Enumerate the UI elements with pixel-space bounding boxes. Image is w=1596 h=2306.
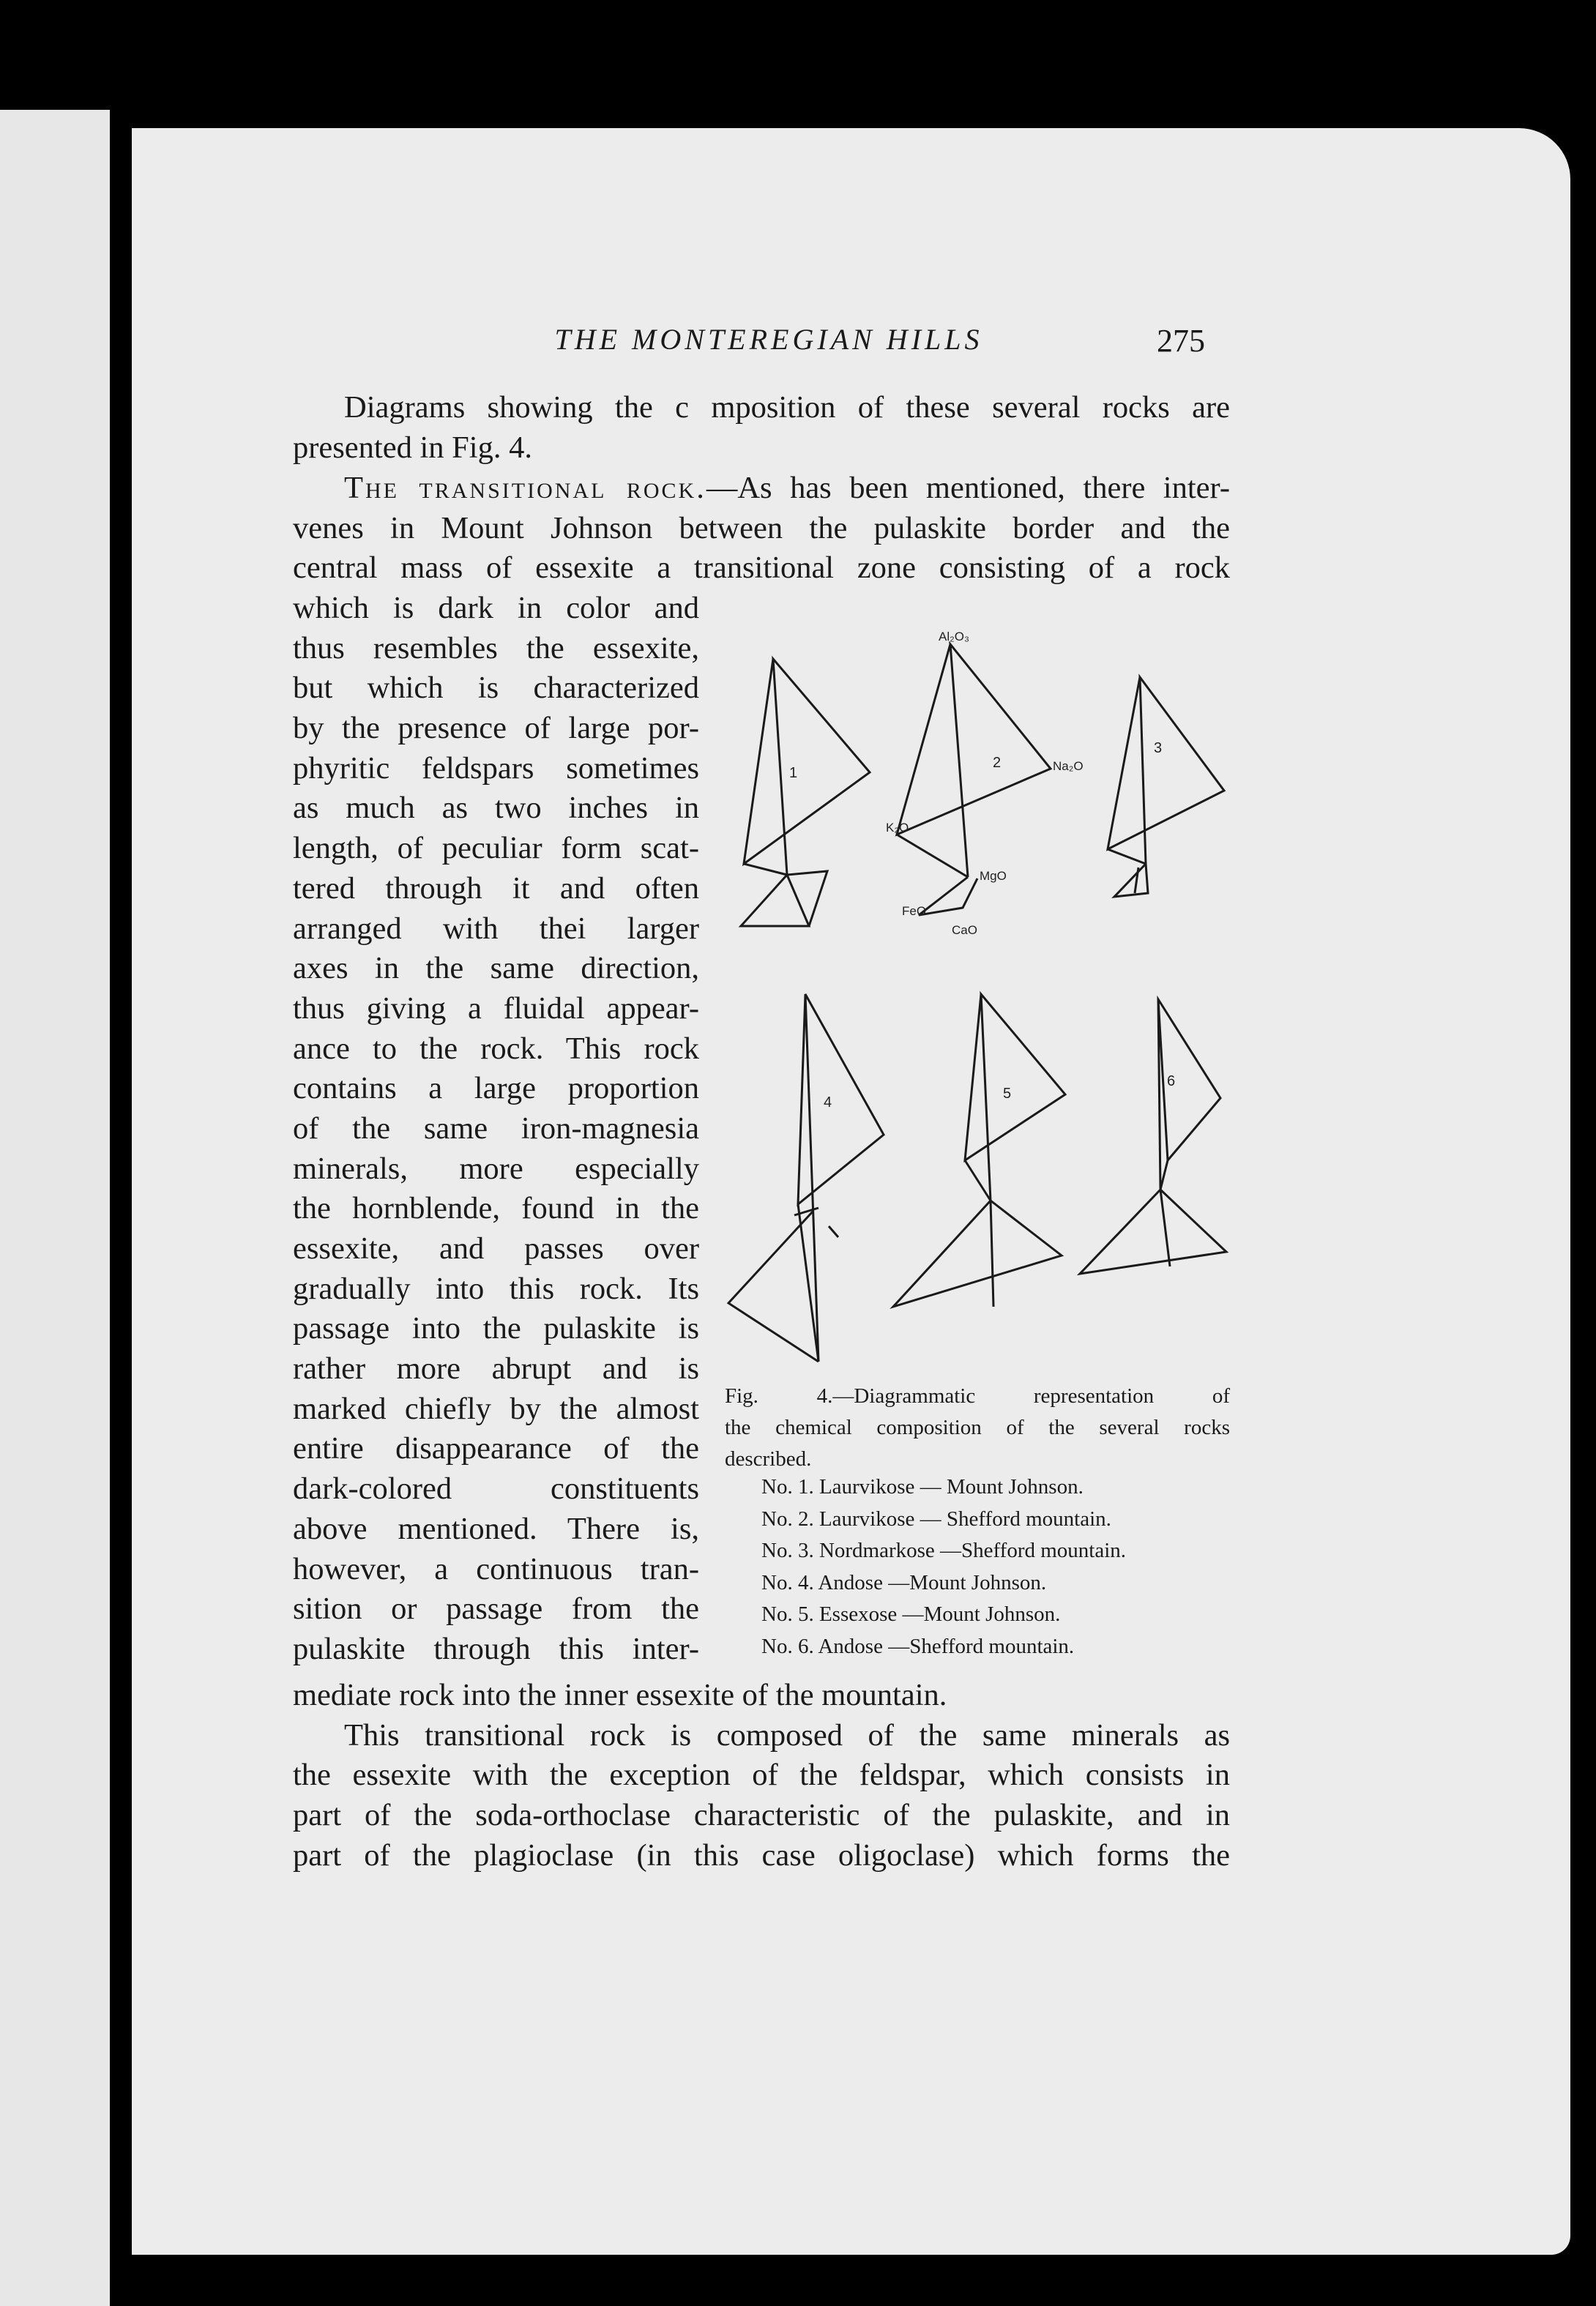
text-line: above mentioned. There is, <box>293 1511 699 1546</box>
text-line: dark-colored constituents <box>293 1471 699 1507</box>
diagram-number: 6 <box>1167 1073 1176 1089</box>
text-line: length, of peculiar form scat- <box>293 831 699 866</box>
diagram-number: 4 <box>824 1094 832 1111</box>
text-line: axes in the same direction, <box>293 951 699 986</box>
section-heading: The transitional rock. <box>344 471 706 505</box>
text-line: arranged with thei larger <box>293 911 699 946</box>
text-line: presented in Fig. 4. <box>293 430 532 465</box>
label-al2o3: Al₂O₃ <box>939 630 969 643</box>
text-line: pulaskite through this inter- <box>293 1631 699 1666</box>
text-line: venes in Mount Johnson between the pulaskite border and the <box>293 510 1230 545</box>
diagram-4 <box>728 994 884 1362</box>
diagram-number: 1 <box>789 765 798 781</box>
text-line: minerals, more especially <box>293 1151 699 1186</box>
text-line: part of the plagioclase (in this case oligoclase) which forms the <box>293 1837 1230 1873</box>
text-line: the hornblende, found in the <box>293 1191 699 1226</box>
diagram-2 <box>897 644 1051 915</box>
label-mgo: MgO <box>980 869 1007 883</box>
diagram-1 <box>741 659 870 926</box>
running-head: THE MONTEREGIAN HILLS <box>554 323 983 356</box>
diagram-5 <box>893 994 1065 1307</box>
text-line: ance to the rock. This rock <box>293 1031 699 1066</box>
text-line: Diagrams showing the c mposition of these several rocks are <box>344 390 1230 425</box>
text-line: phyritic feldspars sometimes <box>293 750 699 786</box>
text-line: central mass of essexite a transitional zone consisting of a rock <box>293 551 1230 586</box>
diagram-number: 2 <box>993 755 1002 771</box>
legend-item: No. 2. Laurvikose — Shefford mountain. <box>761 1507 1111 1531</box>
figure-caption <box>725 1381 1230 1475</box>
text-line: but which is characterized <box>293 671 699 706</box>
text-line: as much as two inches in <box>293 791 699 826</box>
text-line: tered through it and often <box>293 870 699 906</box>
legend-item: No. 3. Nordmarkose —Shefford mountain. <box>761 1539 1127 1562</box>
facing-page-edge <box>0 110 110 2306</box>
legend-item: No. 5. Essexose —Mount Johnson. <box>761 1602 1061 1626</box>
text-line: part of the soda-orthoclase characteristic of the pulaskite, and in <box>293 1798 1230 1833</box>
label-feo: FeO <box>902 904 927 918</box>
text-line: however, a continuous tran- <box>293 1551 699 1586</box>
page-number: 275 <box>1157 323 1205 359</box>
figure-legend <box>761 1471 1126 1663</box>
text-line: entire disappearance of the <box>293 1431 699 1466</box>
text-line: marked chiefly by the almost <box>293 1391 699 1426</box>
legend-item: No. 6. Andose —Shefford mountain. <box>761 1634 1075 1658</box>
text-line: by the presence of large por- <box>293 711 699 746</box>
legend-item: No. 1. Laurvikose — Mount Johnson. <box>761 1475 1084 1499</box>
text-line: of the same iron-magnesia <box>293 1111 699 1146</box>
caption-line: described. <box>725 1447 812 1471</box>
caption-line: the chemical composition of the several rocks <box>725 1416 1230 1439</box>
text-line: thus resembles the essexite, <box>293 630 699 665</box>
label-k2o: K₂O <box>886 821 909 835</box>
paragraph-narrow-column <box>293 589 699 1670</box>
caption-line: Fig. 4.—Diagrammatic representation of <box>725 1384 1230 1408</box>
text-line: essexite, and passes over <box>293 1231 699 1266</box>
text-line: thus giving a fluidal appear- <box>293 990 699 1026</box>
text-line: mediate rock into the inner essexite of the mountain. <box>293 1678 947 1712</box>
text-line: This transitional rock is composed of the same minerals as <box>344 1717 1230 1753</box>
diagram-6 <box>1080 999 1226 1274</box>
label-na2o: Na₂O <box>1053 759 1084 773</box>
text-line: gradually into this rock. Its <box>293 1271 699 1306</box>
text-line: rather more abrupt and is <box>293 1351 699 1387</box>
diagram-3 <box>1108 677 1224 897</box>
diagram-number: 5 <box>1003 1086 1012 1102</box>
paragraph-transitional-rock <box>293 469 1230 589</box>
text-line: contains a large proportion <box>293 1071 699 1106</box>
legend-item: No. 4. Andose —Mount Johnson. <box>761 1570 1047 1594</box>
diagram-number: 3 <box>1154 740 1163 756</box>
paragraph-intro <box>293 388 1230 468</box>
text-line: which is dark in color and <box>293 591 699 625</box>
text-line: the essexite with the exception of the feldspar, which consists in <box>293 1758 1230 1793</box>
book-binding <box>110 117 132 2299</box>
label-cao: CaO <box>952 923 977 937</box>
text-line: sition or passage from the <box>293 1592 699 1627</box>
paragraph-tail <box>293 1676 1230 1876</box>
figure-4-diagrams <box>703 615 1245 1376</box>
text-line: The transitional rock.—As has been mentioned, there inter- <box>344 471 1230 505</box>
text-line: passage into the pulaskite is <box>293 1311 699 1346</box>
